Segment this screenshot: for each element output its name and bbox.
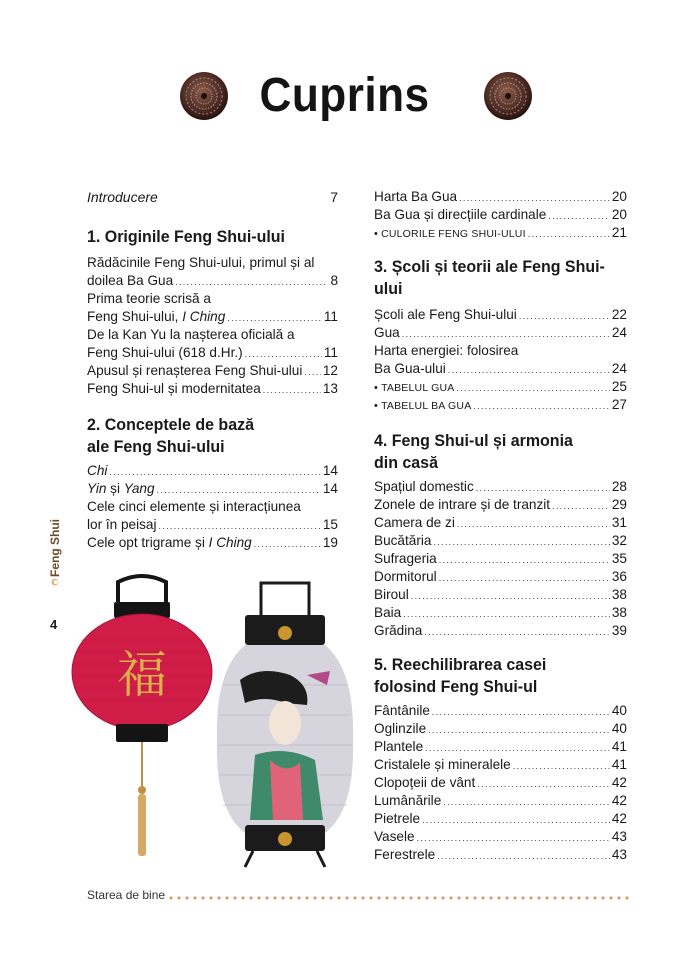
toc-entry-gua[interactable]: Gua . . . 24 xyxy=(374,324,627,342)
toc-entry-culorile[interactable]: • CULORILE FENG SHUI-ULUI . . . 21 xyxy=(374,224,627,242)
toc-entry[interactable] xyxy=(374,810,627,828)
toc-entry-label: Clopoțeii de vânt xyxy=(374,775,476,790)
toc-entry[interactable] xyxy=(374,532,627,550)
toc-entry-harta-energiei[interactable]: Ba Gua-ului . . . 24 xyxy=(374,360,627,378)
toc-entry-page: 39 xyxy=(611,623,627,638)
toc-entry-page: 38 xyxy=(611,605,627,620)
toc-entry-prima-teorie[interactable]: Feng Shui-ului, I Ching . . . 11 xyxy=(87,308,338,326)
toc-entry-page: 32 xyxy=(611,533,627,548)
toc-entry-label: Pietrele xyxy=(374,811,421,826)
toc-left-column xyxy=(87,188,338,552)
toc-entry-label: Zonele de intrare și de tranzit xyxy=(374,497,551,512)
toc-entry-page: 42 xyxy=(611,793,627,808)
toc-entry-page: 36 xyxy=(611,569,627,584)
section-4-title: 4. Feng Shui-ul și armonia din casă xyxy=(374,431,573,472)
toc-entry-label: Spațiul domestic xyxy=(374,479,474,494)
toc-entry-label: Bucătăria xyxy=(374,533,432,548)
section-5-list xyxy=(374,702,627,864)
geisha-lantern-image xyxy=(215,575,355,871)
toc-entry[interactable] xyxy=(374,702,627,720)
toc-entry-scoli[interactable]: Școli ale Feng Shui-ului . . . 22 xyxy=(374,306,627,324)
side-marker-icon xyxy=(44,578,66,600)
toc-entry[interactable] xyxy=(374,828,627,846)
toc-entry-yin-yang[interactable]: Yin și Yang . . . 14 xyxy=(87,480,338,498)
toc-entry-cinci-elemente-line1[interactable]: Cele cinci elemente și interacțiunea xyxy=(87,499,301,514)
toc-entry-page: 7 xyxy=(330,189,338,205)
toc-entry-label: Introducere xyxy=(87,189,158,205)
toc-entry-apusul[interactable]: Apusul și renașterea Feng Shui-ului . . . 12 xyxy=(87,362,338,380)
toc-entry[interactable] xyxy=(374,568,627,586)
toc-entry[interactable] xyxy=(374,604,627,622)
section-4-list xyxy=(374,478,627,640)
toc-entry-page: 41 xyxy=(611,757,627,772)
toc-entry-page: 43 xyxy=(611,847,627,862)
toc-entry-page: 42 xyxy=(611,811,627,826)
toc-entry-label: Ferestrele xyxy=(374,847,436,862)
section-5-title: 5. Reechilibrarea casei folosind Feng Shui-ul xyxy=(374,655,547,696)
red-lantern-image xyxy=(70,572,215,872)
toc-entry-page: 29 xyxy=(611,497,627,512)
toc-entry-radacinile-line1[interactable]: Rădăcinile Feng Shui-ului, primul și al xyxy=(87,255,315,270)
toc-entry[interactable] xyxy=(374,622,627,640)
toc-entry[interactable] xyxy=(374,496,627,514)
toc-entry[interactable] xyxy=(374,586,627,604)
toc-entry-radacinile[interactable]: doilea Ba Gua . . . 8 xyxy=(87,272,338,290)
section-3-title: 3. Școli și teorii ale Feng Shui-ului xyxy=(374,257,605,298)
toc-entry[interactable] xyxy=(374,720,627,738)
toc-entry[interactable] xyxy=(374,774,627,792)
toc-entry-label: Baia xyxy=(374,605,402,620)
toc-entry-page: 35 xyxy=(611,551,627,566)
toc-entry[interactable] xyxy=(374,756,627,774)
toc-entry-page: 43 xyxy=(611,829,627,844)
toc-entry-label: Camera de zi xyxy=(374,515,455,530)
section-1-title: 1. Originile Feng Shui-ului xyxy=(87,227,285,246)
lantern-glyph: 福 xyxy=(117,646,167,704)
toc-entry-label: Oglinzile xyxy=(374,721,427,736)
toc-entry-prima-teorie-line1[interactable]: Prima teorie scrisă a xyxy=(87,291,211,306)
toc-entry-label: Biroul xyxy=(374,587,409,602)
toc-entry[interactable] xyxy=(374,846,627,864)
toc-entry-modernitatea[interactable]: Feng Shui-ul și modernitatea . . . 13 xyxy=(87,380,338,398)
toc-entry-opt-trigrame[interactable]: Cele opt trigrame și I Ching . . . 19 xyxy=(87,534,338,552)
toc-entry-introducere[interactable] xyxy=(87,188,338,208)
toc-entry-page: 42 xyxy=(611,775,627,790)
toc-entry[interactable] xyxy=(374,478,627,496)
page-title: Cuprins xyxy=(259,69,430,122)
section-2-title: 2. Conceptele de bază ale Feng Shui-ului xyxy=(87,415,254,456)
toc-entry-chi[interactable]: Chi . . . 14 xyxy=(87,462,338,480)
toc-entry[interactable] xyxy=(374,550,627,568)
toc-entry-directiile-cardinale[interactable]: Ba Gua și direcțiile cardinale . . . 20 xyxy=(374,206,627,224)
toc-entry-harta-energiei-line1[interactable]: Harta energiei: folosirea xyxy=(374,343,519,358)
toc-entry-page: 40 xyxy=(611,703,627,718)
toc-entry-label: Vasele xyxy=(374,829,415,844)
toc-entry[interactable] xyxy=(374,792,627,810)
toc-entry-page: 40 xyxy=(611,721,627,736)
toc-entry-page: 28 xyxy=(611,479,627,494)
toc-entry-page: 38 xyxy=(611,587,627,602)
toc-entry-label: Cristalele și mineralele xyxy=(374,757,511,772)
toc-entry-tabelul-gua[interactable]: • TABELUL GUA . . . 25 xyxy=(374,378,627,396)
toc-entry-harta-ba-gua[interactable]: Harta Ba Gua . . . 20 xyxy=(374,188,627,206)
toc-entry-page: 41 xyxy=(611,739,627,754)
footer-dotted-rule xyxy=(167,895,629,901)
toc-entry-tabelul-ba-gua[interactable]: • TABELUL BA GUA . . . 27 xyxy=(374,396,627,414)
toc-right-column xyxy=(374,188,627,864)
toc-entry-label: Fântânile xyxy=(374,703,430,718)
toc-entry-label: Grădina xyxy=(374,623,423,638)
toc-entry-page: 31 xyxy=(611,515,627,530)
toc-entry-label: Lumânările xyxy=(374,793,442,808)
toc-entry[interactable] xyxy=(374,738,627,756)
running-header-label: Feng Shui xyxy=(48,519,62,577)
toc-entry-label: Sufrageria xyxy=(374,551,437,566)
footer-label: Starea de bine xyxy=(87,888,166,902)
toc-entry-cinci-elemente[interactable]: lor în peisaj . . . 15 xyxy=(87,516,338,534)
toc-entry-kan-yu[interactable]: Feng Shui-ului (618 d.Hr.) . . . 11 xyxy=(87,344,338,362)
page-number: 4 xyxy=(50,617,58,632)
toc-entry-label: Dormitorul xyxy=(374,569,437,584)
toc-entry-label: Plantele xyxy=(374,739,424,754)
toc-entry-kan-yu-line1[interactable]: De la Kan Yu la nașterea oficială a xyxy=(87,327,295,342)
toc-entry[interactable] xyxy=(374,514,627,532)
